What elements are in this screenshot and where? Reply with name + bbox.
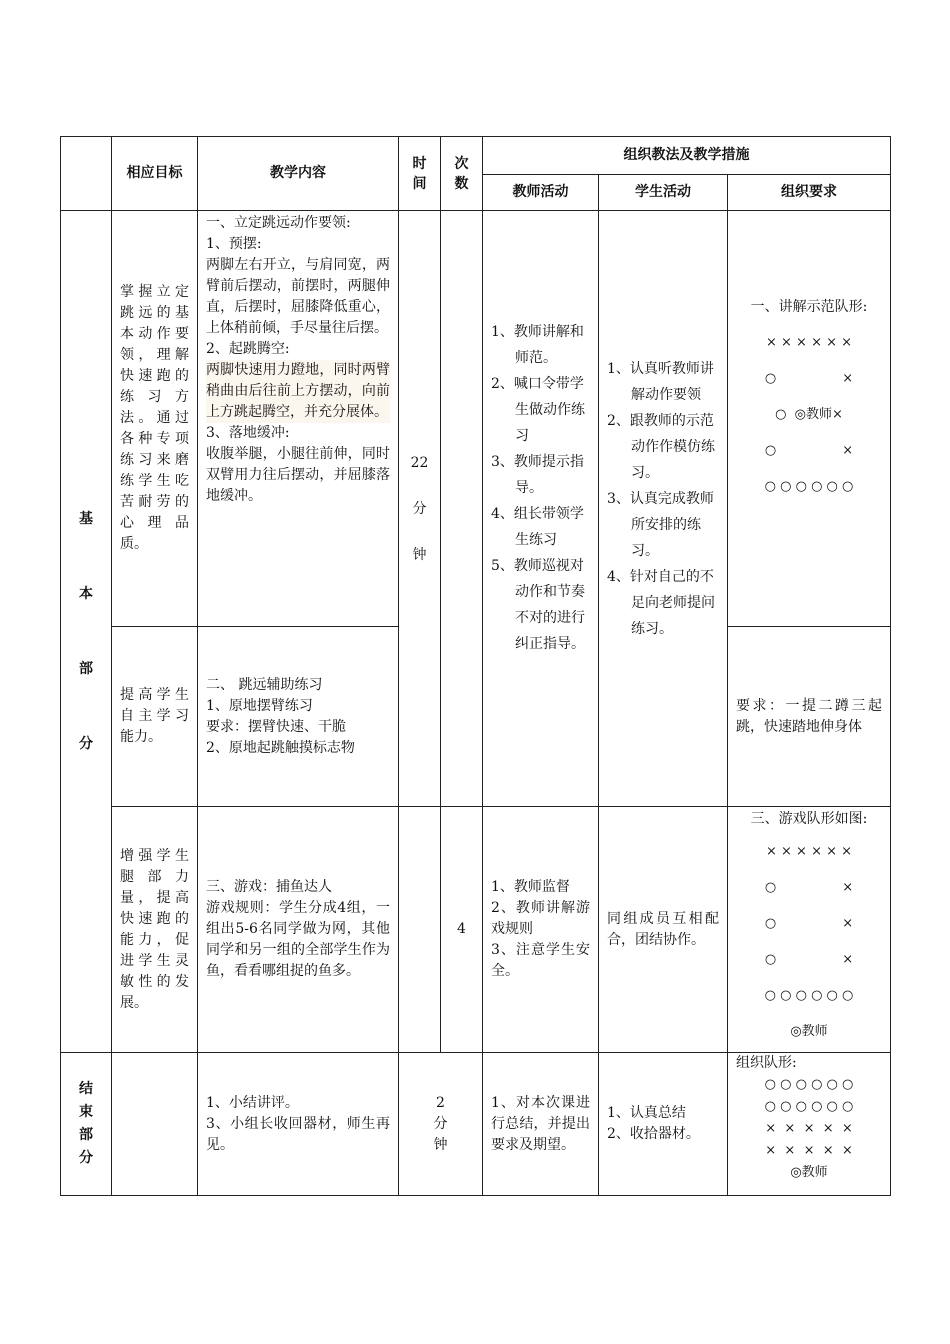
target-3: 增强学生腿部力量，提高快速跑的能力，促进学生灵敏性的发展。	[112, 807, 198, 1053]
student-activity-1	[599, 211, 728, 807]
requirement-ending	[728, 1053, 891, 1196]
content-1-part-b: 两脚快速用力蹬地，同时两臂稍曲由后往前上方摆动，向前上方跳起腾空，并充分展体。	[206, 360, 390, 423]
time-basic-continued	[399, 807, 441, 1053]
lesson-plan-table	[60, 136, 891, 1196]
time-basic	[399, 211, 441, 807]
header-student: 学生活动	[599, 175, 728, 211]
corner-cell	[61, 137, 112, 211]
header-count	[441, 137, 483, 211]
student-activity-ending: 1、认真总结 2、收拾器材。	[599, 1053, 728, 1196]
requirement-1	[728, 211, 891, 627]
student-activity-item: 2、跟教师的示范动作作模仿练习。	[607, 413, 715, 481]
formation-diagram-ending: ○ ○ ○ ○ ○ ○ ○ ○ ○ ○ ○ ○ × × × × × × × × × × ◎教师	[764, 1077, 854, 1180]
header-requirement: 组织要求	[728, 175, 891, 211]
teacher-activity-1	[483, 211, 599, 807]
count-game: 4	[441, 807, 483, 1053]
header-content: 教学内容	[198, 137, 399, 211]
header-count-text: 次数	[454, 155, 469, 192]
header-time	[399, 137, 441, 211]
section-ending-char: 部	[79, 1127, 93, 1143]
requirement-3-title: 三、游戏队形如图:	[750, 811, 868, 827]
student-activity-item: 4、针对自己的不足向老师提问练习。	[607, 569, 715, 637]
section-ending-char: 束	[79, 1104, 93, 1120]
section-ending-char: 结	[79, 1081, 93, 1097]
section-basic	[61, 211, 112, 1053]
teacher-activity-item: 1、教师讲解和师范。	[491, 324, 584, 366]
content-3: 三、游戏：捕鱼达人 游戏规则：学生分成4组，一组出5-6名同学做为网，其他同学和另一组的全部学生作为鱼，看看哪组捉的鱼多。	[198, 807, 399, 1053]
requirement-ending-title: 组织队形:	[736, 1055, 797, 1071]
teacher-activity-item: 2、喊口令带学生做动作练习	[491, 376, 585, 444]
header-time-text: 时间	[412, 155, 427, 192]
section-ending-char: 分	[79, 1150, 93, 1166]
time-basic-num: 22	[410, 454, 429, 471]
requirement-3	[728, 807, 891, 1053]
target-ending	[112, 1053, 198, 1196]
target-2: 提高学生自主学习能力。	[112, 627, 198, 807]
header-teacher: 教师活动	[483, 175, 599, 211]
teacher-activity-3: 1、教师监督 2、教师讲解游戏规则 3、注意学生安全。	[483, 807, 599, 1053]
student-activity-item: 3、认真完成教师所安排的练习。	[607, 491, 714, 559]
time-basic-unit2: 钟	[412, 546, 427, 563]
student-activity-list	[607, 356, 719, 642]
section-basic-char: 分	[79, 735, 93, 752]
formation-diagram-1: × × × × × × ○ × ○ ◎教师× ○ × ○ ○ ○ ○ ○ ○	[764, 335, 854, 494]
target-1: 掌握立定跳远的基本动作要领，理解快速跑的练习方法。通过各种专项练习来磨练学生吃苦耐劳的心理品质。	[112, 211, 198, 627]
content-1-part-a: 一、立定跳远动作要领: 1、预摆: 两脚左右开立，与肩同宽，两臂前后摆动，前摆时，两腿伸直，后摆时，屈膝降低重心，上体稍前倾，手尽量往后摆。 2、起跳腾空:	[206, 215, 390, 357]
section-basic-char: 基	[79, 510, 93, 527]
content-ending: 1、小结讲评。 3、小组长收回器材，师生再见。	[198, 1053, 399, 1196]
teacher-activity-item: 4、组长带领学生练习	[491, 506, 584, 548]
header-organization: 组织教法及教学措施	[483, 137, 891, 175]
time-ending: 2 分 钟	[399, 1053, 483, 1196]
formation-diagram-3: × × × × × × ○ × ○ × ○ × ○ ○ ○ ○ ○ ○ ◎教师	[764, 844, 854, 1039]
teacher-activity-item: 3、教师提示指导。	[491, 454, 584, 496]
content-1-part-c: 3、落地缓冲: 收腹举腿，小腿往前伸，同时双臂用力往后摆动，并屈膝落地缓冲。	[206, 425, 390, 504]
content-2: 二、 跳远辅助练习 1、原地摆臂练习 要求：摆臂快速、干脆 2、原地起跳触摸标志物	[198, 627, 399, 807]
section-basic-char: 部	[79, 660, 93, 677]
count-basic	[441, 211, 483, 807]
student-activity-3: 同组成员互相配合，团结协作。	[599, 807, 728, 1053]
content-1	[198, 211, 399, 627]
time-basic-unit: 分	[412, 500, 427, 517]
student-activity-item: 1、认真听教师讲解动作要领	[607, 361, 714, 403]
header-target: 相应目标	[112, 137, 198, 211]
section-ending	[61, 1053, 112, 1196]
teacher-activity-item: 5、教师巡视对动作和节奏不对的进行纠正指导。	[491, 558, 585, 652]
teacher-activity-list	[491, 319, 590, 657]
teacher-activity-ending: 1、对本次课进行总结，并提出要求及期望。	[483, 1053, 599, 1196]
requirement-1-title: 一、讲解示范队形:	[750, 299, 868, 315]
section-basic-char: 本	[79, 585, 93, 602]
requirement-2: 要求：一提二蹲三起跳，快速踏地伸身体	[728, 627, 891, 807]
